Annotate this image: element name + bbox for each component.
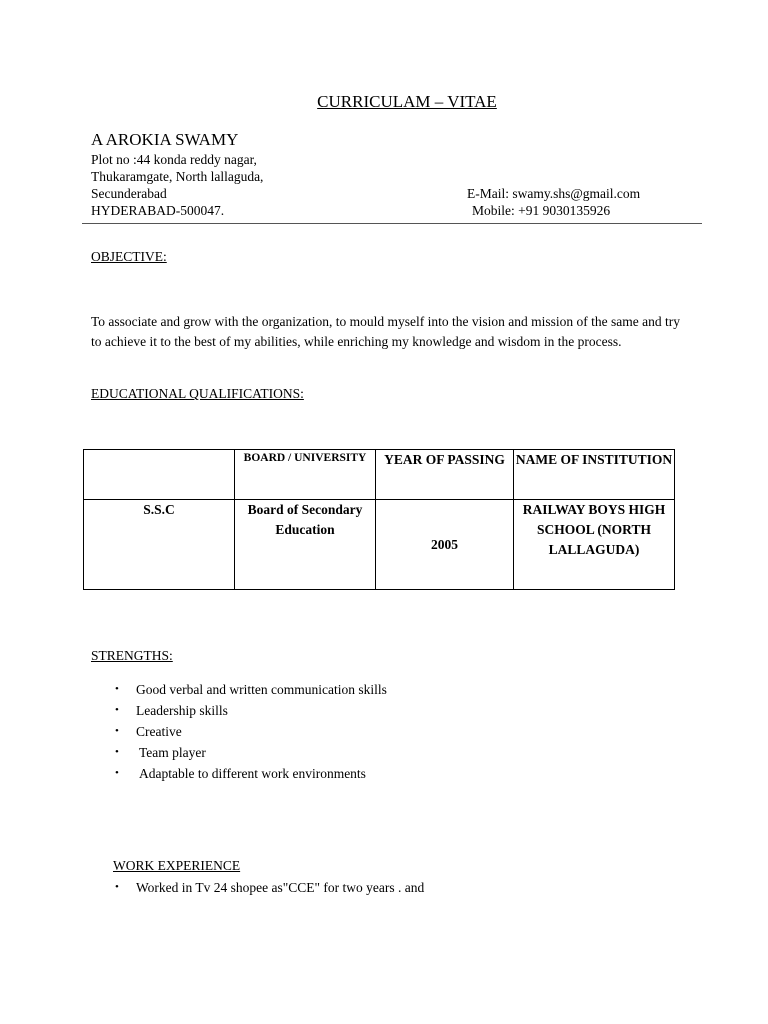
education-table: [83, 449, 675, 590]
email-text: E-Mail: swamy.shs@gmail.com: [467, 186, 641, 201]
list-item-text: Team player: [139, 745, 206, 760]
bullet-icon: •: [115, 725, 119, 737]
objective-text: To associate and grow with the organization, to mould myself into the vision and mission of the same and try to achieve it to the best of my abilities, while enriching my knowledge and wisdom in the process.: [91, 314, 680, 349]
column-header-institution: NAME OF INSTITUTION: [514, 450, 675, 500]
bullet-icon: •: [115, 767, 119, 779]
bullet-icon: •: [115, 704, 119, 716]
bullet-icon: •: [115, 746, 119, 758]
table-header-row: [84, 450, 675, 500]
strengths-list: [91, 679, 387, 784]
column-header-year: YEAR OF PASSING: [376, 450, 514, 500]
cell-board: Board of Secondary Education: [235, 500, 376, 590]
list-item: [91, 679, 387, 700]
address-line-4: HYDERABAD-500047.: [91, 203, 225, 218]
address-line-3: Secunderabad: [91, 186, 167, 201]
list-item-text: Adaptable to different work environments: [139, 766, 366, 781]
list-item: [91, 721, 387, 742]
cell-year: 2005: [376, 500, 514, 590]
document-title: CURRICULAM – VITAE: [317, 92, 497, 111]
strengths-heading: STRENGTHS:: [91, 648, 173, 663]
cell-institution: RAILWAY BOYS HIGH SCHOOL (NORTH LALLAGUDA): [514, 500, 675, 590]
column-header-board: BOARD / UNIVERSITY: [235, 450, 376, 500]
list-item-text: Good verbal and written communication skills: [136, 682, 387, 697]
work-experience-list: [91, 877, 424, 898]
column-header-level: [84, 450, 235, 500]
list-item-text: Leadership skills: [136, 703, 228, 718]
cell-level: S.S.C: [84, 500, 235, 590]
work-experience-heading: WORK EXPERIENCE: [113, 858, 241, 873]
list-item: [91, 763, 387, 784]
objective-heading: OBJECTIVE:: [91, 249, 167, 264]
list-item: [91, 877, 424, 898]
bullet-icon: •: [115, 683, 119, 695]
header-divider: [82, 223, 702, 224]
address-line-1: Plot no :44 konda reddy nagar,: [91, 152, 257, 167]
candidate-name: A AROKIA SWAMY: [91, 130, 239, 149]
address-line-2: Thukaramgate, North lallaguda,: [91, 169, 264, 184]
list-item-text: Worked in Tv 24 shopee as"CCE" for two years . and: [136, 880, 425, 895]
list-item-text: Creative: [136, 724, 182, 739]
education-heading: EDUCATIONAL QUALIFICATIONS:: [91, 386, 304, 401]
bullet-icon: •: [115, 881, 119, 893]
mobile-text: Mobile: +91 9030135926: [472, 203, 611, 218]
list-item: [91, 700, 387, 721]
list-item: [91, 742, 387, 763]
table-row: [84, 500, 675, 590]
